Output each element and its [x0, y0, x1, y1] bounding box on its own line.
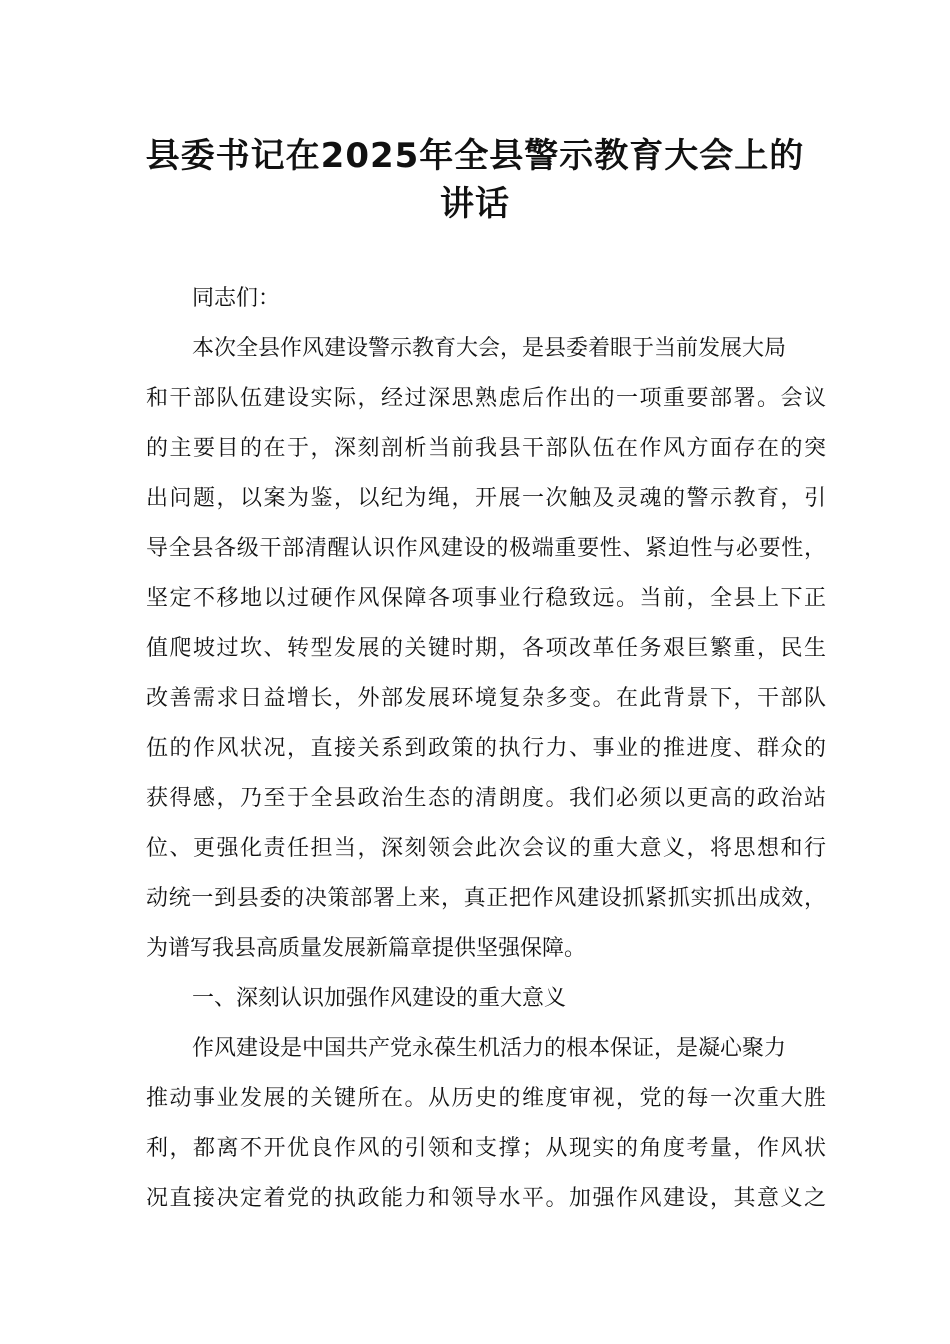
text-line: 坚定不移地以过硬作风保障各项事业行稳致远。当前，全县上下正 [146, 586, 826, 611]
document-title-line-2: 讲话 [440, 184, 510, 224]
text-line: 和干部队伍建设实际，经过深思熟虑后作出的一项重要部署。会议 [146, 386, 826, 411]
text-line: 为谱写我县高质量发展新篇章提供坚强保障。 [146, 936, 587, 961]
text-line: 本次全县作风建设警示教育大会，是县委着眼于当前发展大局 [192, 336, 787, 361]
text-line: 获得感，乃至于全县政治生态的清朗度。我们必须以更高的政治站 [146, 786, 826, 811]
text-line: 位、更强化责任担当，深刻领会此次会议的重大意义，将思想和行 [146, 836, 826, 861]
salutation: 同志们： [192, 286, 281, 311]
text-line: 作风建设是中国共产党永葆生机活力的根本保证，是凝心聚力 [192, 1036, 787, 1061]
text-line: 值爬坡过坎、转型发展的关键时期，各项改革任务艰巨繁重，民生 [146, 636, 826, 661]
text-line: 改善需求日益增长，外部发展环境复杂多变。在此背景下，干部队 [146, 686, 826, 711]
text-line: 推动事业发展的关键所在。从历史的维度审视，党的每一次重大胜 [146, 1086, 826, 1111]
text-line: 况直接决定着党的执政能力和领导水平。加强作风建设，其意义之 [146, 1186, 826, 1211]
section-heading-1: 一、深刻认识加强作风建设的重大意义 [192, 986, 567, 1011]
document-title-line-1: 县委书记在2025年全县警示教育大会上的 [145, 136, 805, 176]
text-line: 利，都离不开优良作风的引领和支撑；从现实的角度考量，作风状 [146, 1136, 826, 1161]
text-line: 动统一到县委的决策部署上来，真正把作风建设抓紧抓实抓出成效， [146, 886, 826, 911]
text-line: 导全县各级干部清醒认识作风建设的极端重要性、紧迫性与必要性， [146, 536, 826, 561]
text-line: 伍的作风状况，直接关系到政策的执行力、事业的推进度、群众的 [146, 736, 826, 761]
text-line: 出问题，以案为鉴，以纪为绳，开展一次触及灵魂的警示教育，引 [146, 486, 826, 511]
text-line: 的主要目的在于，深刻剖析当前我县干部队伍在作风方面存在的突 [146, 436, 826, 461]
